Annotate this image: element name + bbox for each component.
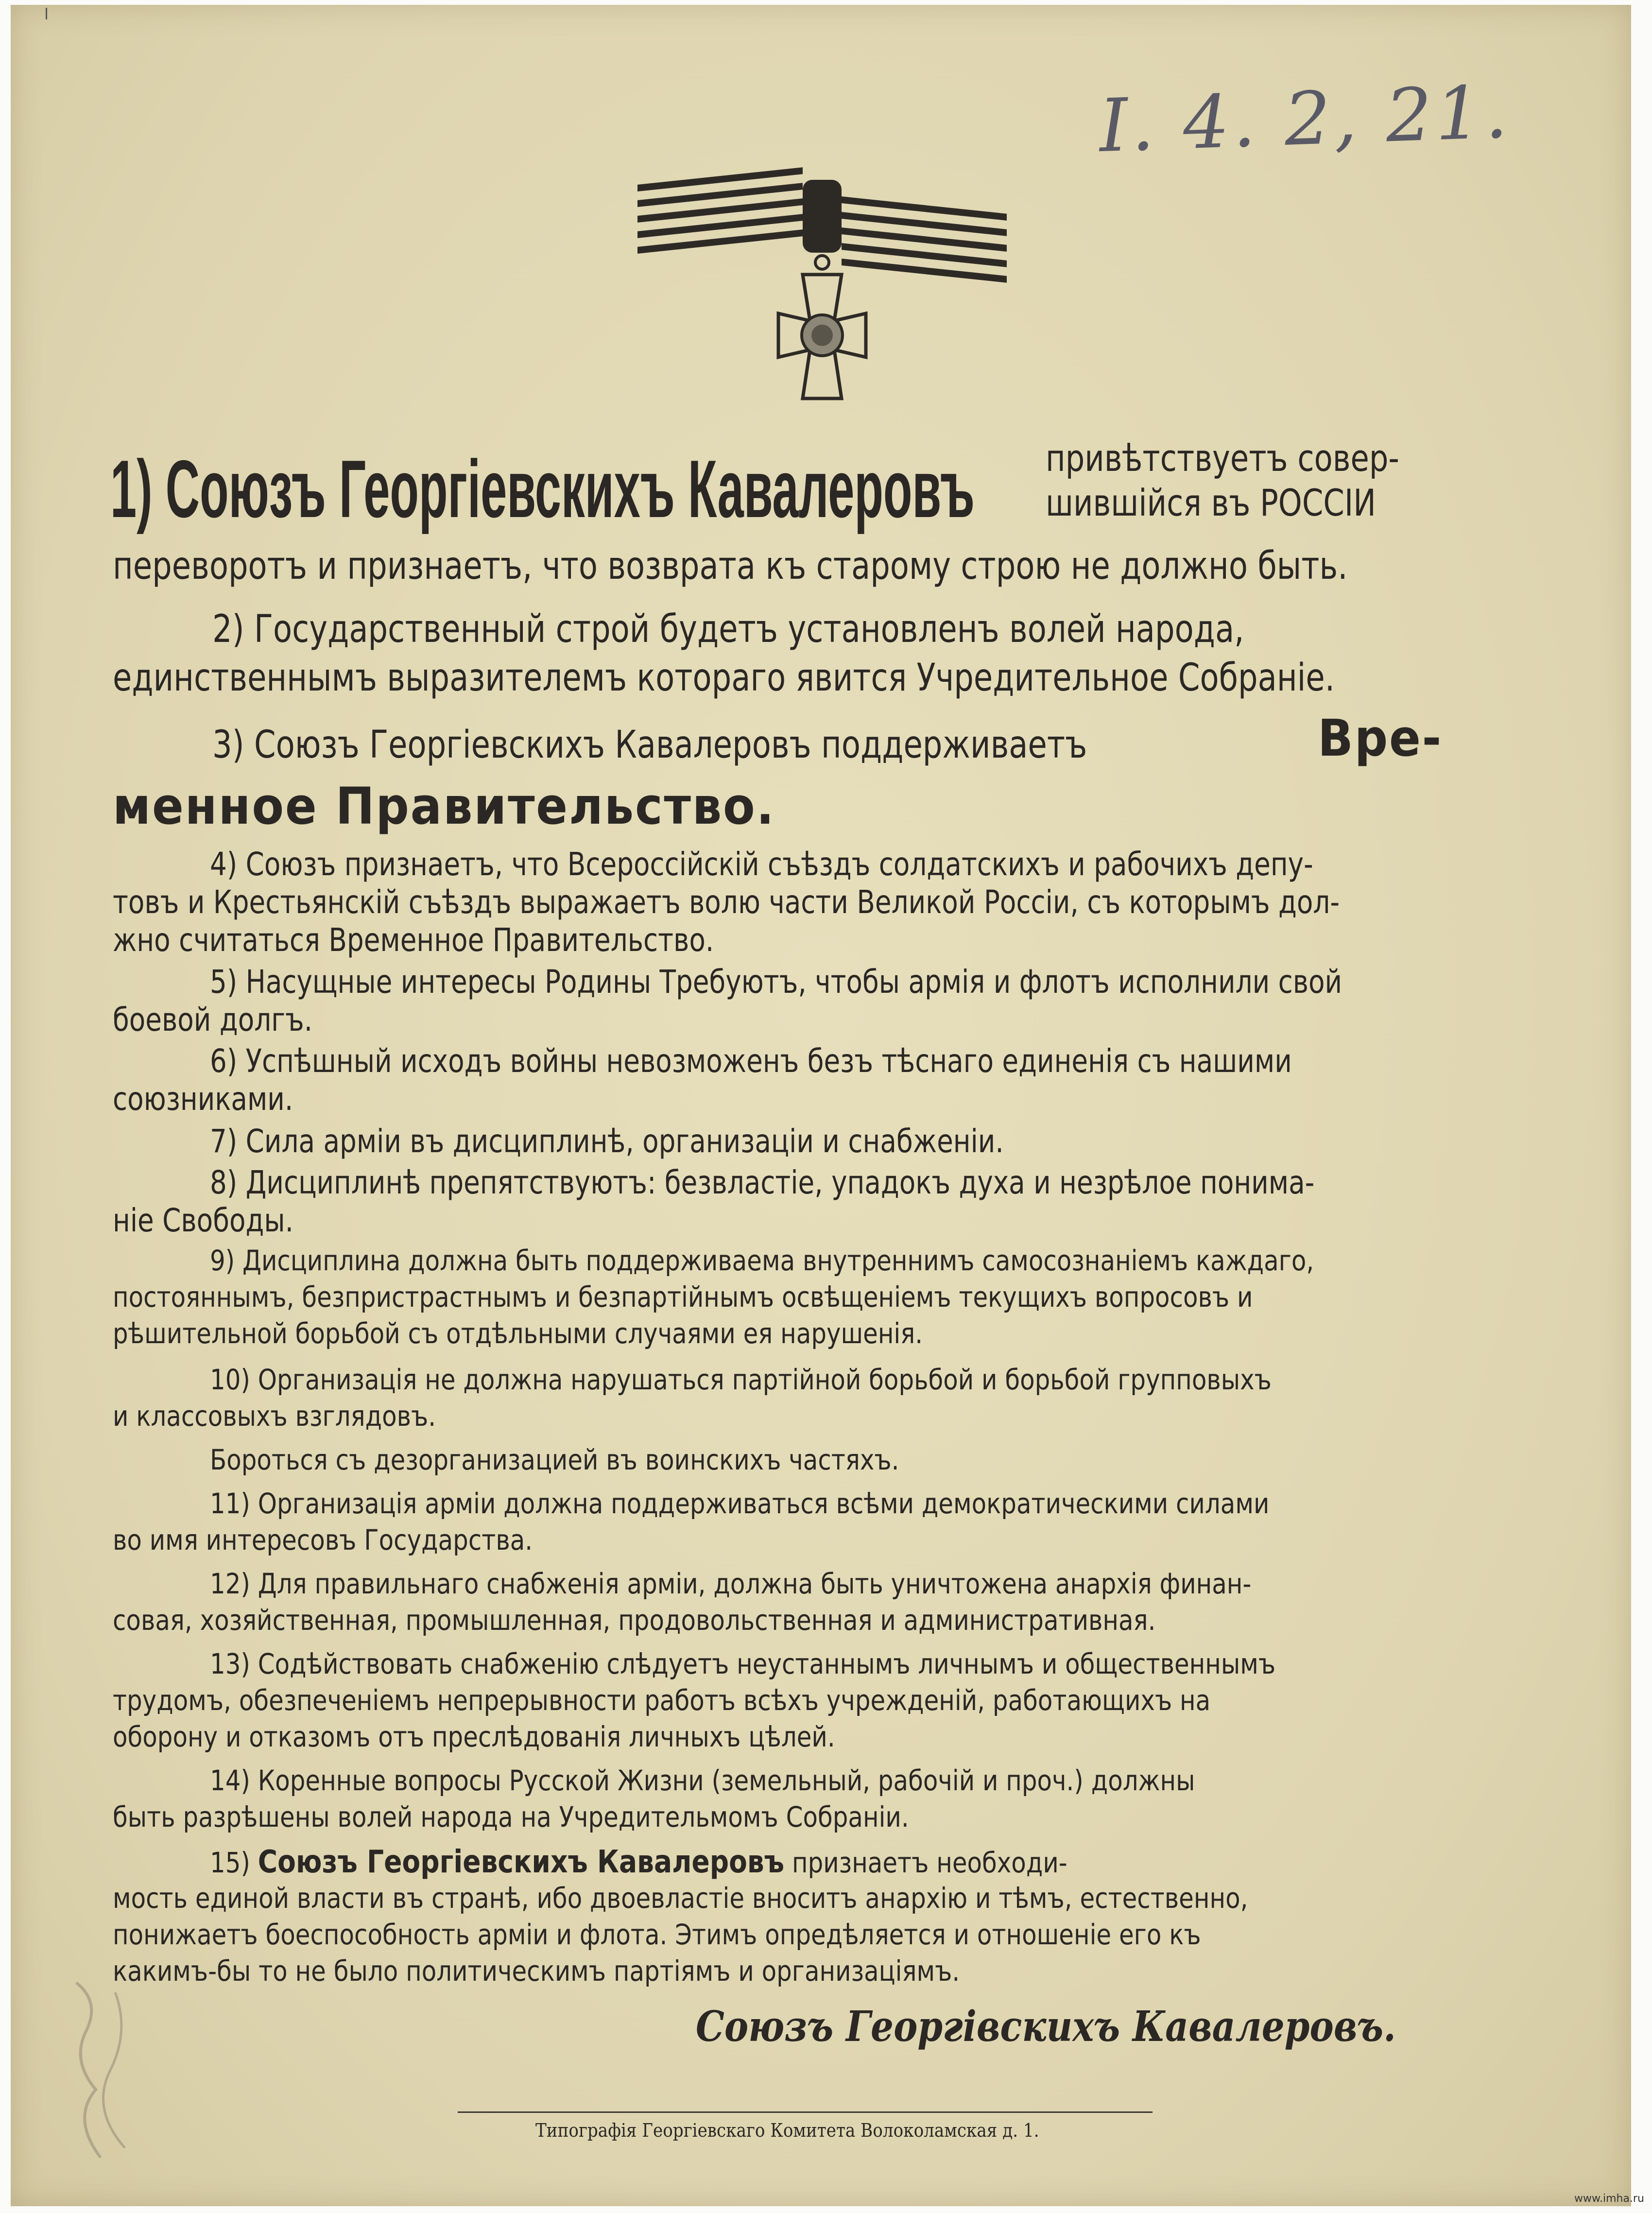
p10-line-3: Бороться съ дезорганизацией въ воинскихъ частяхъ. <box>210 1443 899 1476</box>
p11-line-2: во имя интересовъ Государства. <box>113 1523 533 1556</box>
p6-line-1: 6) Успѣшный исходъ войны невозможенъ безъ тѣснаго единенія съ нашими <box>210 1042 1292 1080</box>
p13-line-1: 13) Содѣйствовать снабженію слѣдуетъ неустаннымъ личнымъ и общественнымъ <box>210 1647 1276 1680</box>
archive-number-handwritten: I. 4. 2, 21. <box>1098 69 1512 169</box>
p4-line-3: жно считаться Временное Правительство. <box>113 921 714 959</box>
p12-line-1: 12) Для правильнаго снабженія арміи, должна быть уничтожена анархія финан- <box>210 1567 1252 1600</box>
st-george-cross-icon <box>637 165 1007 408</box>
p1-side-line-2: шившійся въ РОССІИ <box>1046 481 1376 524</box>
p2-line-1: 2) Государственный строй будетъ установленъ волей народа, <box>212 607 1244 651</box>
p12-line-2: совая, хозяйственная, промышленная, продовольственная и административная. <box>113 1604 1156 1637</box>
p6-line-2: союзниками. <box>113 1080 293 1118</box>
p4-line-1: 4) Союзъ признаетъ, что Всероссійскій съѣздъ солдатскихъ и рабочихъ депу- <box>210 846 1313 883</box>
p15-line-3: понижаетъ боеспособность арміи и флота. Этимъ опредѣляется и отношеніе его къ <box>113 1918 1201 1951</box>
p13-line-3: оборону и отказомъ отъ преслѣдованія личныхъ цѣлей. <box>113 1720 835 1753</box>
p3-line-1: 3) Союзъ Георгіевскихъ Кавалеровъ поддерживаетъ <box>212 723 1087 767</box>
p9-line-2: постояннымъ, безпристрастнымъ и безпартійнымъ освѣщеніемъ текущихъ вопросовъ и <box>113 1280 1253 1314</box>
p13-line-2: трудомъ, обезпеченіемъ непрерывности работъ всѣхъ учрежденій, работающихъ на <box>113 1684 1211 1717</box>
p11-line-1: 11) Организація арміи должна поддерживаться всѣми демократическими силами <box>210 1487 1270 1520</box>
p15-bold-title: Союзъ Георгіевскихъ Кавалеровъ <box>258 1844 785 1880</box>
p15-line-1-rest: признаетъ необходи- <box>792 1846 1067 1879</box>
p9-line-1: 9) Дисциплина должна быть поддерживаема внутреннимъ самосознаніемъ каждаго, <box>210 1244 1314 1277</box>
p14-line-1: 14) Коренные вопросы Русской Жизни (земельный, рабочій и проч.) должны <box>210 1764 1195 1797</box>
p2-line-2: единственнымъ выразителемъ котораго явится Учредительное Собраніе. <box>113 656 1335 700</box>
p1-title: 1) Союзъ Георгіевскихъ Кавалеровъ <box>110 443 975 535</box>
p15-line-1 <box>210 1844 1207 1880</box>
p3-line-1-bold: Вре- <box>1318 709 1443 768</box>
signature: Союзъ Георгівскихъ Кавалеровъ. <box>696 2002 1396 2051</box>
p9-line-3: рѣшительной борьбой съ отдѣльными случаями ея нарушенія. <box>113 1317 923 1350</box>
p1-side-line-1: привѣтствуетъ совер- <box>1046 436 1399 480</box>
p5-line-2: боевой долгъ. <box>113 1001 313 1038</box>
p15-line-2: мость единой власти въ странѣ, ибо двоевластіе вноситъ анархію и тѣмъ, естественно, <box>113 1882 1248 1915</box>
p8-line-2: ніе Свободы. <box>113 1202 294 1239</box>
edge-mark <box>46 8 47 19</box>
printer-line: Типографія Георгіевскаго Комитета Волоколамская д. 1. <box>535 2120 1039 2141</box>
p1-line-2: переворотъ и признаетъ, что возврата къ старому строю не должно быть. <box>113 544 1348 588</box>
p14-line-2: быть разрѣшены волей народа на Учредительмомъ Собраніи. <box>113 1800 909 1833</box>
document-sheet <box>11 5 1631 2206</box>
p10-line-2: и классовыхъ взглядовъ. <box>113 1400 436 1433</box>
pencil-scribble <box>57 1973 154 2177</box>
p3-line-2: менное Правительство. <box>113 777 775 836</box>
p4-line-2: товъ и Крестьянскій съѣздъ выражаетъ волю части Великой Россіи, съ которымъ дол- <box>113 883 1340 921</box>
footer-divider <box>458 2111 1153 2113</box>
p7-line-1: 7) Сила арміи въ дисциплинѣ, организаціи и снабженіи. <box>210 1123 1004 1160</box>
p10-line-1: 10) Организація не должна нарушаться партійной борьбой и борьбой групповыхъ <box>210 1363 1272 1396</box>
p15-line-4: какимъ-бы то не было политическимъ партіямъ и организаціямъ. <box>113 1954 960 1988</box>
p5-line-1: 5) Насущные интересы Родины Требуютъ, чтобы армія и флотъ исполнили свой <box>210 963 1342 1001</box>
p8-line-1: 8) Дисциплинѣ препятствуютъ: безвластіе, упадокъ духа и незрѣлое понима- <box>210 1164 1315 1201</box>
watermark: www.imha.ru <box>1574 2193 1644 2205</box>
p15-number: 15) <box>210 1846 250 1879</box>
